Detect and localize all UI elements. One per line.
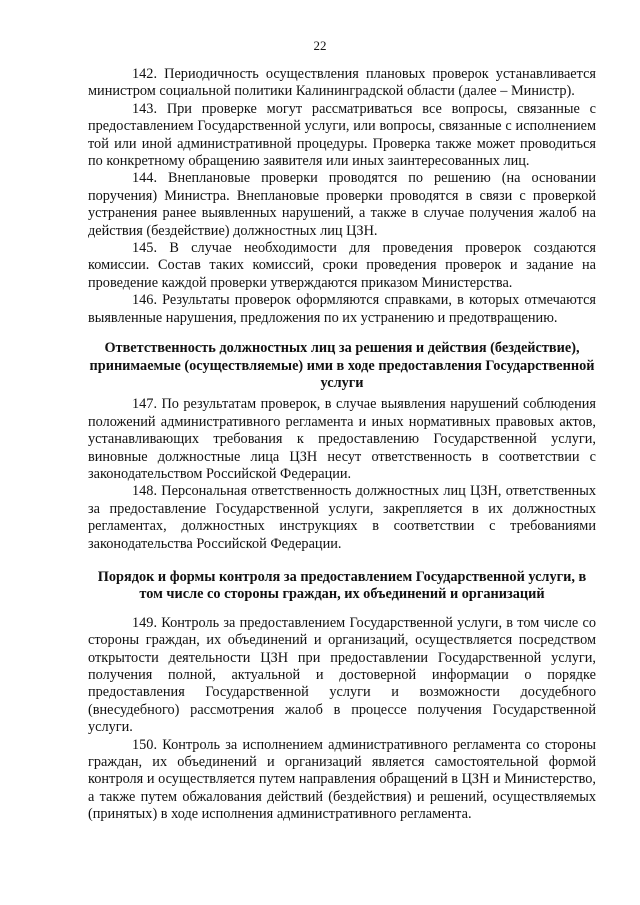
paragraph-144: 144. Внеплановые проверки проводятся по решению (на основании поручения) Министра. Внеплановые проверки проводятся в связи с проверкой устранения ранее выявленных нарушений, а также в случае получения жалоб на действия (бездействие) должностных лиц ЦЗН. <box>88 170 596 239</box>
paragraph-143: 143. При проверке могут рассматриваться все вопросы, связанные с предоставлением Государственной услуги, или вопросы, связанные с исполнением той или иной административной процедуры. Проверка также может проводиться по конкретному обращению заявителя или иных заинтересованных лиц. <box>88 100 596 170</box>
paragraph-150: 150. Контроль за исполнением административного регламента со стороны граждан, их объединений и организаций является самостоятельной формой контроля и осуществляется путем направления обращений в ЦЗН и Министерство, а также путем обжалования действий (бездействия) и решений, осуществляемых (принятых) в ходе исполнения административного регламента. <box>88 736 596 823</box>
paragraph-149: 149. Контроль за предоставлением Государственной услуги, в том числе со стороны граждан, их объединений и организаций, осуществляется посредством открытости деятельности ЦЗН при предоставлении Государственной услуги, получения полной, актуальной и достоверной информации о порядке предоставления Государственной услуги и возможности досудебного (внесудебного) рассмотрения жалоб в процессе получения Государственной услуги. <box>88 614 596 736</box>
page-number: 22 <box>313 38 327 53</box>
paragraph-145: 145. В случае необходимости для проведения проверок создаются комиссии. Состав таких комиссий, сроки проведения проверок и задание на проведение каждой проверки утверждаются приказом Министерства. <box>88 240 596 291</box>
paragraph-148: 148. Персональная ответственность должностных лиц ЦЗН, ответственных за предоставление Государственной услуги, закрепляется в их должностных регламентах, должностных инструкциях в соответствии с требованиями законодательства Российской Федерации. <box>88 483 596 552</box>
document-body <box>88 66 596 824</box>
section-heading-responsibility: Ответственность должностных лиц за решения и действия (бездействие), принимаемые (осуществляемые) ими в ходе предоставления Государственной услуги <box>89 340 595 391</box>
paragraph-142: 142. Периодичность осуществления плановых проверок устанавливается министром социальной политики Калининградской области (далее – Министр). <box>88 66 596 100</box>
section-heading-control: Порядок и формы контроля за предоставлением Государственной услуги, в том числе со стороны граждан, их объединений и организаций <box>97 568 587 603</box>
paragraph-147: 147. По результатам проверок, в случае выявления нарушений соблюдения положений административного регламента и иных нормативных правовых актов, устанавливающих требования к предоставлению Государственной услуги, виновные должностные лица ЦЗН несут ответственность в соответствии с законодательством Российской Федерации. <box>88 396 596 482</box>
paragraph-146: 146. Результаты проверок оформляются справками, в которых отмечаются выявленные нарушения, предложения по их устранению и предотвращению. <box>88 292 596 326</box>
